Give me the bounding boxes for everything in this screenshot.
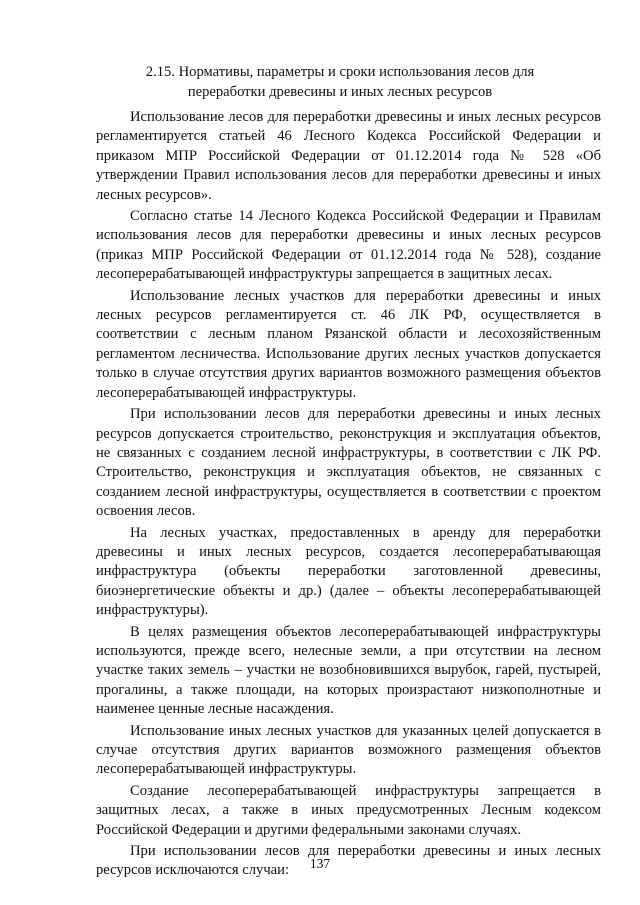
paragraph-8: Создание лесоперерабатывающей инфраструктуры запрещается в защитных лесах, а также в иных предусмотренных Лесным кодексом Российской Федерации и другими федеральными законами случаях. bbox=[96, 782, 601, 838]
paragraph-7: Использование иных лесных участков для указанных целей допускается в случае отсутствия других вариантов возможного размещения объектов лесоперерабатывающей инфраструктуры. bbox=[96, 722, 601, 778]
paragraph-6: В целях размещения объектов лесоперерабатывающей инфраструктуры используются, прежде всего, нелесные земли, а при отсутствии на лесном участке таких земель – участки не возобновившихся вырубок, гарей, пустырей, прогалины, а также площади, на которых произрастают низкополнотные и наименее ценные лесные насаждения. bbox=[96, 623, 601, 718]
section-heading-line-1: 2.15. Нормативы, параметры и сроки использования лесов для bbox=[145, 64, 535, 80]
paragraph-3: Использование лесных участков для переработки древесины и иных лесных ресурсов регламентируется ст. 46 ЛК РФ, осуществляется в соответствии с лесным планом Рязанской области и лесохозяйственным регламентом лесничества. Использование других лесных участков допускается только в случае отсутствия других вариантов возможного размещения объектов лесоперерабатывающей инфраструктуры. bbox=[96, 287, 601, 401]
paragraph-5: На лесных участках, предоставленных в аренду для переработки древесины и иных лесных ресурсов, создается лесоперерабатывающая инфраструктура (объекты переработки заготовленной древесины, биоэнергетические объекты и др.) (далее – объекты лесоперерабатывающей инфраструктуры). bbox=[96, 524, 601, 619]
paragraph-4: При использовании лесов для переработки древесины и иных лесных ресурсов допускается строительство, реконструкция и эксплуатация объектов, не связанных с созданием лесной инфраструктуры, в соответствии с ЛК РФ. Строительство, реконструкция и эксплуатация объектов, не связанных с созданием лесной инфраструктуры, осуществляется в соответствии с проектом освоения лесов. bbox=[96, 406, 601, 520]
paragraph-2: Согласно статье 14 Лесного Кодекса Российской Федерации и Правилам использования лесов для переработки древесины и иных лесных ресурсов (приказ МПР Российской Федерации от 01.12.2014 года № 528), создание лесоперерабатывающей инфраструктуры запрещается в защитных лесах. bbox=[96, 208, 601, 283]
paragraph-1: Использование лесов для переработки древесины и иных лесных ресурсов регламентируется статьей 46 Лесного Кодекса Российской Федерации и приказом МПР Российской Федерации от 01.12.2014 года № 528 «Об утверждении Правил использования лесов для переработки древесины и иных лесных ресурсов». bbox=[96, 109, 601, 203]
paragraph-9: При использовании лесов для переработки древесины и иных лесных ресурсов исключаются случаи: bbox=[96, 843, 601, 879]
body-text bbox=[96, 108, 601, 883]
section-heading-line-2: переработки древесины и иных лесных ресурсов bbox=[187, 84, 493, 100]
page-number: 137 bbox=[309, 856, 331, 871]
section-heading bbox=[120, 62, 560, 102]
